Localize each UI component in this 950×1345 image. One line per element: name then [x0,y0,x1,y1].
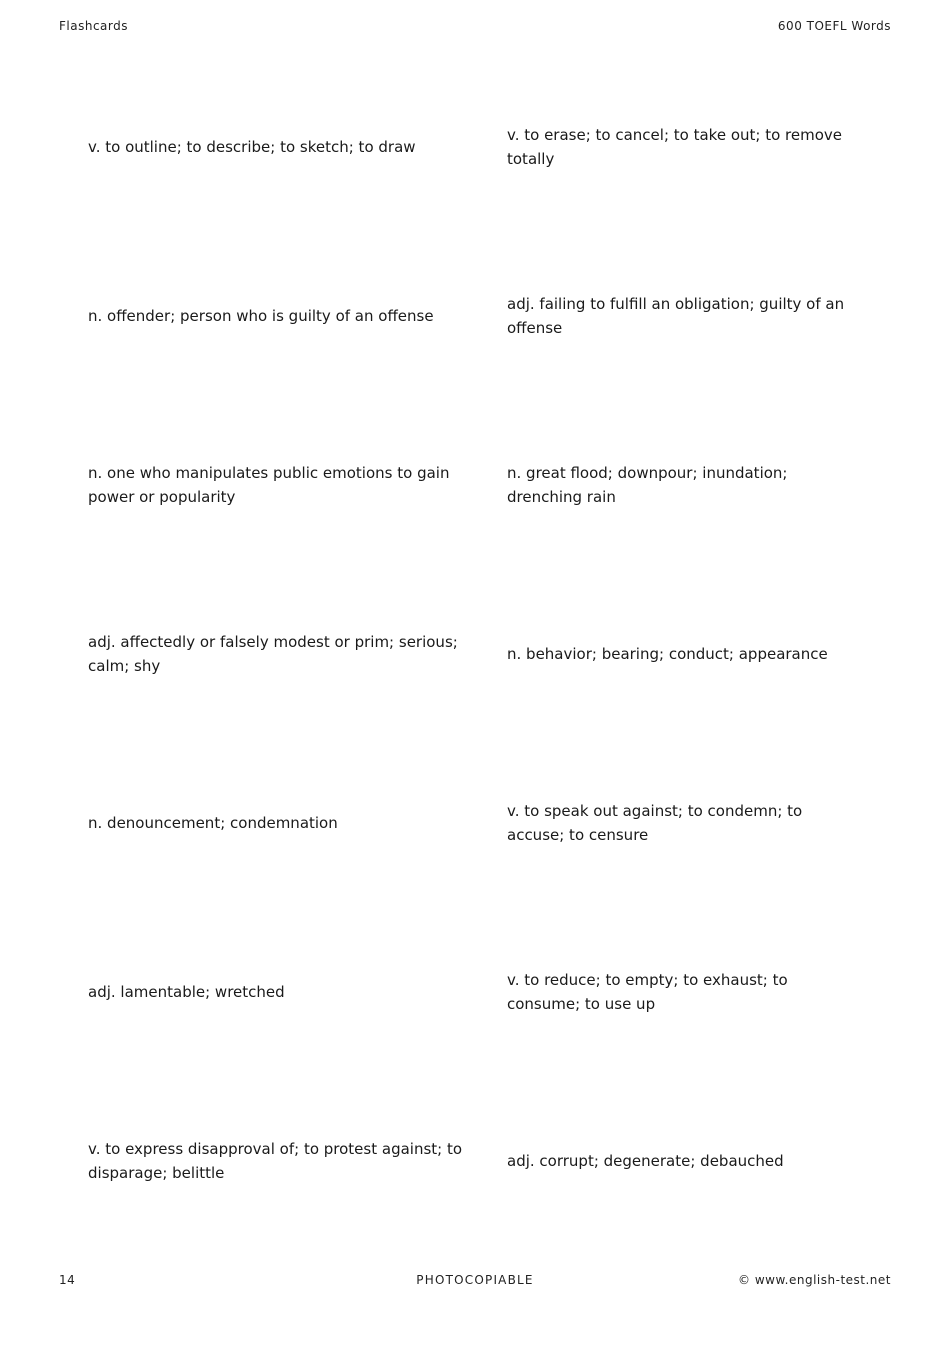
flashcard-definition [507,1076,878,1245]
definition-text: n. offender; person who is guilty of an offense [88,306,434,325]
definition-text: n. one who manipulates public emotions to gain power or popularity [88,463,450,506]
flashcard-definition [88,738,507,907]
definition-text: v. to erase; to cancel; to take out; to remove totally [507,125,842,168]
definition-text: adj. affectedly or falsely modest or prim; serious; calm; shy [88,632,458,675]
flashcard-definition [507,907,878,1076]
footer-copyright: © www.english-test.net [738,1273,891,1287]
definition-text: v. to speak out against; to condemn; to accuse; to censure [507,801,803,844]
definition-text: v. to express disapproval of; to protest against; to disparage; belittle [88,1139,463,1182]
flashcard-grid [88,62,878,1245]
definition-text: adj. failing to fulfill an obligation; guilty of an offense [507,294,845,337]
header-right-title: 600 TOEFL Words [777,19,891,33]
definition-text: adj. corrupt; degenerate; debauched [507,1151,784,1170]
definition-text: adj. lamentable; wretched [88,982,285,1001]
flashcard-definition [88,400,507,569]
flashcard-definition [507,738,878,907]
definition-text: n. denouncement; condemnation [88,813,338,832]
page-number: 14 [59,1273,76,1287]
flashcard-definition [507,62,878,231]
flashcard-definition [88,62,507,231]
definition-text: v. to outline; to describe; to sketch; to draw [88,137,416,156]
flashcard-definition [88,569,507,738]
definition-text: n. behavior; bearing; conduct; appearance [507,644,828,663]
flashcard-definition [88,1076,507,1245]
flashcard-definition [88,231,507,400]
header-left-title: Flashcards [59,19,128,33]
definition-text: v. to reduce; to empty; to exhaust; to consume; to use up [507,970,788,1013]
flashcard-definition [507,400,878,569]
flashcard-definition [507,231,878,400]
footer-photocopiable: PHOTOCOPIABLE [416,1273,534,1287]
flashcard-definition [88,907,507,1076]
definition-text: n. great flood; downpour; inundation; drenching rain [507,463,788,506]
flashcard-definition [507,569,878,738]
